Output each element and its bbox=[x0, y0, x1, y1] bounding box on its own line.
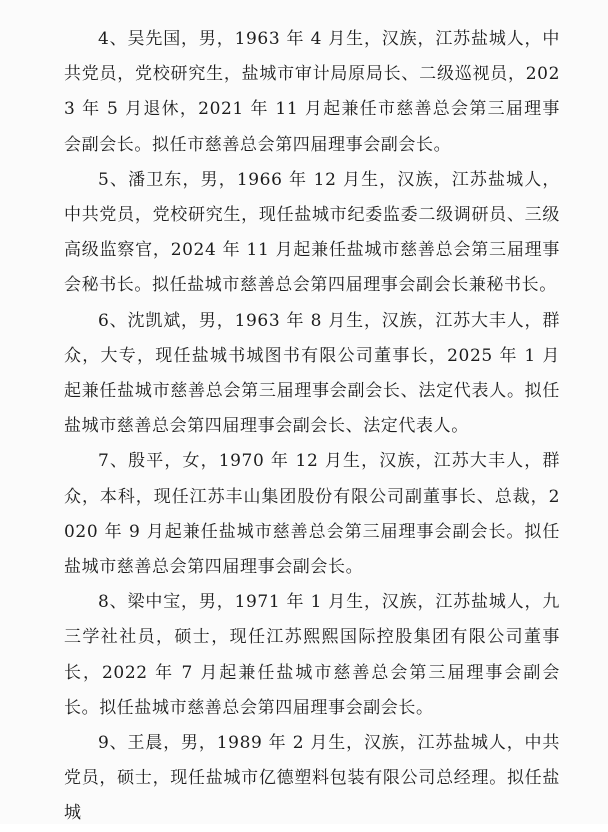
paragraph-item-9: 9、王晨，男，1989 年 2 月生，汉族，江苏盐城人，中共党员，硕士，现任盐城市亿德塑料包装有限公司总经理。拟任盐城 bbox=[64, 733, 560, 824]
paragraph-item-7: 7、殷平，女，1970 年 12 月生，汉族，江苏大丰人，群众，本科，现任江苏丰山集团股份有限公司副董事长、总裁，2020 年 9 月起兼任盐城市慈善总会第三届理事会副会长。拟任盐城市慈善总会第四届理事会副会长。 bbox=[64, 451, 560, 578]
paragraph-item-6: 6、沈凯斌，男，1963 年 8 月生，汉族，江苏大丰人，群众，大专，现任盐城书城图书有限公司董事长，2025 年 1 月起兼任盐城市慈善总会第三届理事会副会长、法定代表人。拟任盐城市慈善总会第四届理事会副会长、法定代表人。 bbox=[64, 310, 560, 437]
paragraph-item-4: 4、吴先国，男，1963 年 4 月生，汉族，江苏盐城人，中共党员，党校研究生，盐城市审计局原局长、二级巡视员，2023 年 5 月退休，2021 年 11 月起兼任市慈善总会第三届理事会副会长。拟任市慈善总会第四届理事会副会长。 bbox=[64, 29, 560, 155]
paragraph-item-5: 5、潘卫东，男，1966 年 12 月生，汉族，江苏盐城人，中共党员，党校研究生，现任盐城市纪委监委二级调研员、三级高级监察官，2024 年 11 月起兼任盐城市慈善总会第三届理事会秘书长。拟任盐城市慈善总会第四届理事会副会长兼秘书长。 bbox=[64, 169, 560, 296]
document-body bbox=[64, 22, 560, 832]
paragraph-item-8: 8、梁中宝，男，1971 年 1 月生，汉族，江苏盐城人，九三学社社员，硕士，现任江苏熙熙国际控股集团有限公司董事长，2022 年 7 月起兼任盐城市慈善总会第三届理事会副会长。拟任盐城市慈善总会第四届理事会副会长。 bbox=[64, 592, 560, 718]
